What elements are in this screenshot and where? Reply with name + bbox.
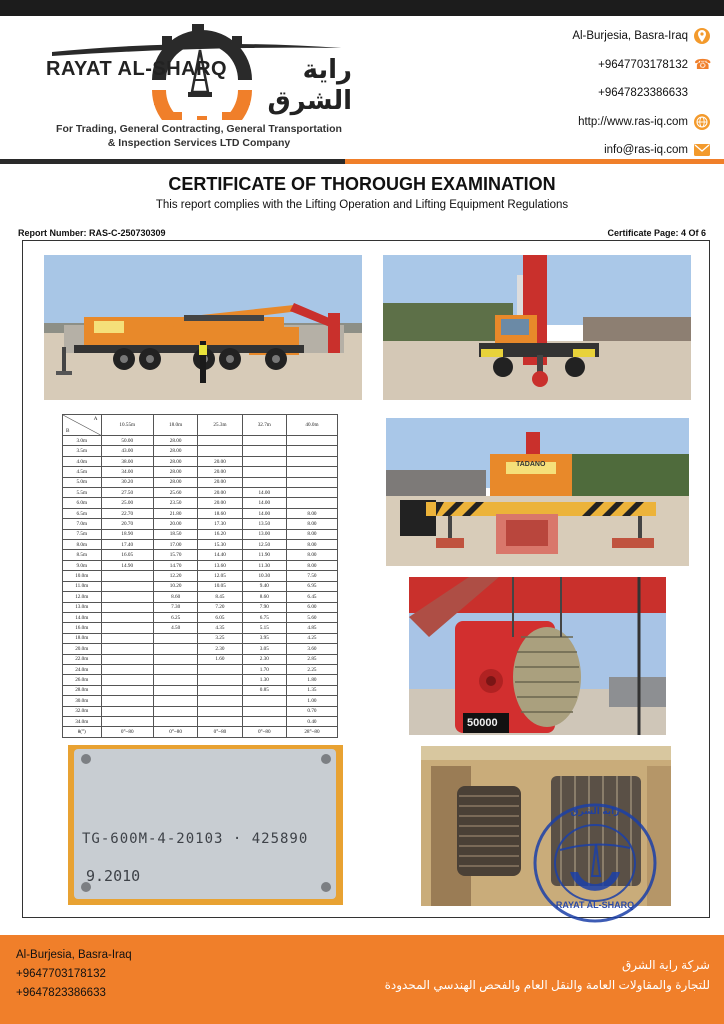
contact-email-link[interactable]: info@ras-iq.com [604, 144, 688, 157]
load-chart-value-cell: 6.25 [153, 612, 197, 622]
load-chart-radius-cell: 24.0m [63, 664, 102, 674]
load-chart-value-cell: 0.70 [286, 706, 337, 716]
load-chart-value-cell: 16.20 [198, 529, 242, 539]
load-chart-value-cell: 0°~80 [101, 727, 153, 738]
header-contact-list [510, 22, 710, 165]
load-chart-value-cell [101, 675, 153, 685]
load-chart-col-header: 18.0m [153, 415, 197, 436]
load-chart-radius-cell: 4.5m [63, 467, 102, 477]
load-chart-col-header: 40.0m [286, 415, 337, 436]
load-chart-value-cell: 8.45 [198, 592, 242, 602]
load-chart-table [62, 414, 338, 738]
load-chart-row [63, 519, 338, 529]
load-chart-radius-cell: 8.0m [63, 540, 102, 550]
load-chart-value-cell [242, 436, 286, 446]
load-chart-col-header: 10.55m [101, 415, 153, 436]
load-chart-value-cell: 1.30 [242, 675, 286, 685]
load-chart-value-cell [286, 456, 337, 466]
load-chart-value-cell [153, 675, 197, 685]
load-chart-value-cell: 3.95 [242, 633, 286, 643]
hook-block-label: 50000 [467, 717, 498, 729]
load-chart-value-cell: 13.50 [242, 519, 286, 529]
load-chart-value-cell [153, 696, 197, 706]
load-chart-corner-b: B [66, 428, 70, 434]
load-chart-value-cell: 14.90 [101, 560, 153, 570]
load-chart-radius-cell: 11.0m [63, 581, 102, 591]
load-chart-value-cell: 13.00 [242, 529, 286, 539]
header-separator-orange [345, 159, 724, 164]
load-chart-value-cell [286, 436, 337, 446]
load-chart-value-cell: 22.70 [101, 508, 153, 518]
load-chart-value-cell: 28.00 [153, 446, 197, 456]
load-chart-radius-cell: 22.0m [63, 654, 102, 664]
certificate-page: Certificate Page: 4 Of 6 [607, 228, 706, 238]
load-chart-value-cell [153, 716, 197, 726]
load-chart-value-cell: 0°~80 [242, 727, 286, 738]
load-chart-value-cell: 8.00 [286, 560, 337, 570]
load-chart-row [63, 446, 338, 456]
load-chart-row [63, 654, 338, 664]
load-chart-value-cell: 28.00 [153, 477, 197, 487]
header-separator-dark [0, 159, 345, 164]
nameplate-date-text: 9.2010 [86, 867, 141, 885]
load-chart-value-cell [242, 467, 286, 477]
load-chart-value-cell [101, 602, 153, 612]
footer-arabic-name: شركة راية الشرق [621, 958, 710, 972]
load-chart-radius-cell: 7.0m [63, 519, 102, 529]
load-chart-value-cell: 10.05 [198, 581, 242, 591]
load-chart-value-cell [101, 654, 153, 664]
load-chart-value-cell: 18.60 [198, 508, 242, 518]
load-chart-value-cell [153, 706, 197, 716]
footer-arabic-description: للتجارة والمقاولات العامة والنقل العام والفحص الهندسي المحدودة [384, 978, 710, 992]
load-chart-row [63, 529, 338, 539]
load-chart-value-cell [286, 467, 337, 477]
load-chart-value-cell: 8.00 [286, 540, 337, 550]
load-chart-body [63, 436, 338, 738]
load-chart-value-cell: 3.05 [242, 644, 286, 654]
load-chart-value-cell: 14.70 [153, 560, 197, 570]
load-chart-value-cell: 8.00 [286, 508, 337, 518]
load-chart-value-cell: 15.70 [153, 550, 197, 560]
load-chart-row [63, 571, 338, 581]
load-chart-value-cell: 6.95 [286, 581, 337, 591]
load-chart-row [63, 664, 338, 674]
tagline-line-1: For Trading, General Contracting, General Transportation [56, 123, 342, 135]
load-chart-value-cell [101, 571, 153, 581]
contact-phone-1-text[interactable]: +9647703178132 [598, 58, 688, 71]
load-chart-radius-cell: 6.5m [63, 508, 102, 518]
load-chart-value-cell [101, 696, 153, 706]
load-chart-value-cell: 20.00 [198, 456, 242, 466]
load-chart-value-cell: 1.00 [286, 696, 337, 706]
load-chart-value-cell: 28.00 [153, 467, 197, 477]
load-chart-value-cell [153, 664, 197, 674]
load-chart-value-cell: 9.40 [242, 581, 286, 591]
footer-arabic-company [385, 955, 710, 995]
load-chart-row [63, 456, 338, 466]
certificate-title: CERTIFICATE OF THOROUGH EXAMINATION [168, 174, 556, 194]
load-chart-value-cell: 3.60 [286, 644, 337, 654]
load-chart-row [63, 550, 338, 560]
load-chart-value-cell [153, 654, 197, 664]
load-chart-value-cell: 0.40 [286, 716, 337, 726]
logo-english-name: RAYAT AL-SHARQ [46, 58, 228, 80]
load-chart-value-cell: 20.00 [198, 467, 242, 477]
load-chart-row [63, 508, 338, 518]
load-chart-row [63, 612, 338, 622]
load-chart-value-cell: 20.00 [153, 519, 197, 529]
load-chart-row [63, 477, 338, 487]
load-chart-value-cell: 10.20 [153, 581, 197, 591]
envelope-icon [694, 144, 710, 156]
report-number: Report Number: RAS-C-250730309 [18, 228, 166, 238]
load-chart-value-cell [153, 644, 197, 654]
photo-crane-front [383, 255, 691, 400]
load-chart-value-cell [286, 488, 337, 498]
load-chart-value-cell: 11.30 [242, 560, 286, 570]
load-chart-value-cell [198, 446, 242, 456]
load-chart-value-cell [101, 592, 153, 602]
load-chart-value-cell: 0°~80 [153, 727, 197, 738]
load-chart-value-cell [101, 633, 153, 643]
load-chart-value-cell: 28°~80 [286, 727, 337, 738]
load-chart-row [63, 706, 338, 716]
load-chart-header-row [63, 415, 338, 436]
load-chart-value-cell: 25.60 [153, 488, 197, 498]
load-chart-value-cell: 3.25 [198, 633, 242, 643]
load-chart-value-cell: 1.80 [286, 675, 337, 685]
load-chart-value-cell: 16.05 [101, 550, 153, 560]
phone-icon: ☎ [694, 56, 712, 73]
load-chart-radius-cell: 7.5m [63, 529, 102, 539]
load-chart-value-cell: 1.60 [198, 654, 242, 664]
load-chart-value-cell: 14.00 [242, 508, 286, 518]
tagline-line-2: & Inspection Services LTD Company [107, 137, 291, 149]
company-tagline [44, 122, 354, 150]
load-chart-value-cell: 2.30 [242, 654, 286, 664]
load-chart-row [63, 540, 338, 550]
load-chart-value-cell [101, 685, 153, 695]
load-chart-value-cell [198, 436, 242, 446]
contact-website [510, 108, 710, 137]
load-chart-value-cell: 17.30 [198, 519, 242, 529]
load-chart-row [63, 727, 338, 738]
load-chart-value-cell: 43.00 [101, 446, 153, 456]
footer-contact [16, 946, 132, 1003]
load-chart-radius-cell: 14.0m [63, 612, 102, 622]
load-chart-radius-cell: 20.0m [63, 644, 102, 654]
load-chart-radius-cell: 10.0m [63, 571, 102, 581]
load-chart-value-cell: 15.30 [198, 540, 242, 550]
load-chart-value-cell [242, 706, 286, 716]
load-chart-value-cell: 8.00 [286, 519, 337, 529]
logo-arabic-name: راية الشرق [267, 54, 352, 115]
load-chart-value-cell [153, 633, 197, 643]
load-chart-value-cell: 25.00 [101, 498, 153, 508]
load-chart-value-cell: 6.00 [286, 602, 337, 612]
footer-address: Al-Burjesia, Basra-Iraq [16, 949, 132, 961]
contact-website-link[interactable]: http://www.ras-iq.com [578, 115, 688, 128]
load-chart-radius-cell: 13.0m [63, 602, 102, 612]
load-chart-value-cell: 4.85 [286, 623, 337, 633]
load-chart-value-cell: 8.60 [242, 592, 286, 602]
load-chart-radius-cell: 16.0m [63, 623, 102, 633]
load-chart-value-cell: 2.85 [286, 654, 337, 664]
company-stamp [530, 800, 660, 926]
load-chart-value-cell: 20.00 [198, 498, 242, 508]
load-chart-value-cell [101, 612, 153, 622]
load-chart-value-cell: 8.00 [286, 550, 337, 560]
load-chart-value-cell: 8.00 [286, 529, 337, 539]
load-chart-value-cell: 12.05 [198, 571, 242, 581]
load-chart-value-cell [198, 664, 242, 674]
load-chart-value-cell: 23.50 [153, 498, 197, 508]
load-chart-value-cell: 20.70 [101, 519, 153, 529]
load-chart-value-cell: 5.60 [286, 612, 337, 622]
load-chart-row [63, 602, 338, 612]
load-chart-value-cell: 21.80 [153, 508, 197, 518]
load-chart-value-cell: 5.15 [242, 623, 286, 633]
load-chart-value-cell [198, 716, 242, 726]
load-chart-value-cell: 8.60 [153, 592, 197, 602]
load-chart-value-cell: 18.50 [153, 529, 197, 539]
contact-address-text: Al-Burjesia, Basra-Iraq [572, 30, 688, 43]
load-chart-value-cell [198, 706, 242, 716]
load-chart-value-cell [101, 623, 153, 633]
photo-hook-block [409, 577, 666, 735]
load-chart-value-cell [286, 498, 337, 508]
load-chart-value-cell: 14.00 [242, 498, 286, 508]
load-chart-radius-cell: 8.5m [63, 550, 102, 560]
load-chart-radius-cell: 5.5m [63, 488, 102, 498]
load-chart-value-cell: 0°~80 [198, 727, 242, 738]
load-chart-value-cell [101, 716, 153, 726]
load-chart-value-cell: 0.85 [242, 685, 286, 695]
load-chart-radius-cell: 12.0m [63, 592, 102, 602]
load-chart-value-cell [286, 446, 337, 456]
load-chart-radius-cell: 3.0m [63, 436, 102, 446]
load-chart-value-cell: 50.00 [101, 436, 153, 446]
load-chart-row [63, 685, 338, 695]
load-chart-radius-cell: 5.0m [63, 477, 102, 487]
load-chart-value-cell: 28.00 [153, 436, 197, 446]
load-chart-value-cell: 14.00 [242, 488, 286, 498]
load-chart-value-cell [198, 685, 242, 695]
contact-phone-2-text[interactable]: +9647823386633 [598, 87, 688, 100]
load-chart-radius-cell: 30.0m [63, 696, 102, 706]
load-chart-value-cell: 7.90 [242, 602, 286, 612]
truck-cab-label: TADANO [516, 461, 546, 468]
load-chart-corner-cell [63, 415, 102, 436]
load-chart-value-cell: 28.00 [153, 456, 197, 466]
load-chart-radius-cell: 4.0m [63, 456, 102, 466]
load-chart-value-cell [242, 696, 286, 706]
load-chart-value-cell: 17.40 [101, 540, 153, 550]
load-chart-col-header: 25.3m [198, 415, 242, 436]
load-chart-value-cell: 30.20 [101, 477, 153, 487]
load-chart-value-cell [286, 477, 337, 487]
load-chart-value-cell: 4.25 [286, 633, 337, 643]
globe-icon [694, 114, 710, 130]
load-chart-value-cell [242, 477, 286, 487]
load-chart-value-cell [242, 716, 286, 726]
load-chart-value-cell: 6.75 [242, 612, 286, 622]
footer-phone-1[interactable]: +9647703178132 [16, 968, 106, 980]
stamp-arabic-text: راية الشرق [570, 806, 620, 816]
footer-phone-2[interactable]: +9647823386633 [16, 987, 106, 999]
load-chart-value-cell [101, 664, 153, 674]
load-chart-row [63, 644, 338, 654]
load-chart-value-cell: 1.35 [286, 685, 337, 695]
load-chart-row [63, 623, 338, 633]
load-chart-value-cell [101, 706, 153, 716]
load-chart-radius-cell: 3.5m [63, 446, 102, 456]
contact-phone-1 [510, 51, 710, 80]
load-chart-row [63, 592, 338, 602]
contact-phone-2 [510, 79, 710, 108]
load-chart-value-cell [242, 456, 286, 466]
load-chart-radius-cell: 18.0m [63, 633, 102, 643]
top-dark-bar [0, 0, 724, 16]
load-chart-value-cell [242, 446, 286, 456]
contact-address [510, 22, 710, 51]
load-chart-radius-cell: 28.0m [63, 685, 102, 695]
load-chart-value-cell: 12.50 [242, 540, 286, 550]
load-chart-radius-cell: 32.0m [63, 706, 102, 716]
load-chart-radius-cell: 34.0m [63, 716, 102, 726]
load-chart-value-cell [198, 696, 242, 706]
load-chart-value-cell: 4.50 [153, 623, 197, 633]
load-chart-value-cell [198, 675, 242, 685]
load-chart-value-cell: 7.30 [153, 602, 197, 612]
load-chart-value-cell: 13.60 [198, 560, 242, 570]
load-chart-value-cell: 4.35 [198, 623, 242, 633]
nameplate-serial-text: TG-600M-4-20103 · 425890 [82, 831, 309, 847]
load-chart-row [63, 633, 338, 643]
photo-nameplate [68, 745, 343, 905]
load-chart-value-cell: 27.50 [101, 488, 153, 498]
load-chart-row [63, 467, 338, 477]
load-chart-row [63, 488, 338, 498]
load-chart-row [63, 716, 338, 726]
load-chart-value-cell: 2.30 [198, 644, 242, 654]
load-chart-value-cell [153, 685, 197, 695]
load-chart-radius-cell: 26.0m [63, 675, 102, 685]
company-logo [42, 20, 352, 120]
load-chart-row [63, 581, 338, 591]
load-chart-value-cell [101, 644, 153, 654]
load-chart-corner-a: A [93, 416, 98, 422]
load-chart-value-cell: 20.00 [198, 477, 242, 487]
load-chart-value-cell: 10.30 [242, 571, 286, 581]
photo-crane-truck-side [44, 255, 362, 400]
location-pin-icon [694, 28, 710, 44]
load-chart-row [63, 560, 338, 570]
load-chart-value-cell: 6.05 [198, 612, 242, 622]
load-chart-row [63, 436, 338, 446]
load-chart-value-cell: 11.90 [242, 550, 286, 560]
load-chart-value-cell: 17.00 [153, 540, 197, 550]
stamp-text: RAYAT AL-SHARQ [555, 900, 635, 910]
load-chart-radius-cell: θ(°) [63, 727, 102, 738]
load-chart-value-cell: 12.20 [153, 571, 197, 581]
load-chart-value-cell: 20.00 [198, 488, 242, 498]
load-chart-value-cell: 7.50 [286, 571, 337, 581]
load-chart-value-cell: 1.70 [242, 664, 286, 674]
load-chart-radius-cell: 6.0m [63, 498, 102, 508]
load-chart-row [63, 696, 338, 706]
load-chart-radius-cell: 9.0m [63, 560, 102, 570]
load-chart-value-cell: 38.00 [101, 456, 153, 466]
report-meta-row [18, 228, 706, 238]
load-chart-value-cell: 7.20 [198, 602, 242, 612]
load-chart-value-cell: 14.40 [198, 550, 242, 560]
load-chart-col-header: 32.7m [242, 415, 286, 436]
load-chart-row [63, 498, 338, 508]
load-chart-value-cell: 6.45 [286, 592, 337, 602]
load-chart-value-cell: 18.90 [101, 529, 153, 539]
certificate-subtitle: This report complies with the Lifting Operation and Lifting Equipment Regulations [155, 199, 569, 211]
load-chart-row [63, 675, 338, 685]
load-chart-value-cell: 34.00 [101, 467, 153, 477]
load-chart-value-cell: 2.25 [286, 664, 337, 674]
photo-crane-rear-outriggers [386, 418, 689, 566]
load-chart-value-cell [101, 581, 153, 591]
